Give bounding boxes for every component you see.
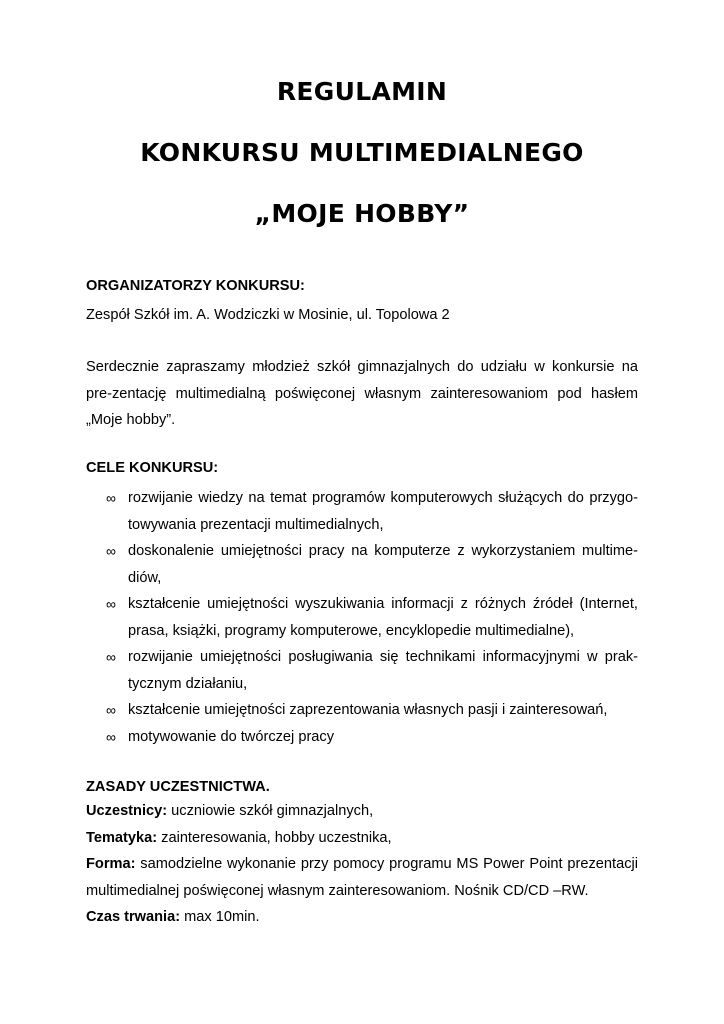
goal-item — [86, 697, 638, 724]
goal-item-text: rozwijanie umiejętności posługiwania się technikami informacyjnymi w prak-tycznym działaniu, — [128, 649, 638, 692]
goal-item — [86, 485, 638, 538]
infinity-bullet-icon: ∞ — [106, 596, 116, 612]
organizers-heading: ORGANIZATORZY KONKURSU: — [86, 278, 305, 294]
goal-item-text: motywowanie do twórczej pracy — [128, 728, 335, 745]
goal-item — [86, 591, 638, 644]
infinity-bullet-icon: ∞ — [106, 649, 116, 665]
participants-text: uczniowie szkół gimnazjalnych, — [167, 803, 374, 819]
goal-item-text: doskonalenie umiejętności pracy na komputerze z wykorzystaniem multime-diów, — [128, 543, 638, 586]
rules-heading: ZASADY UCZESTNICTWA. — [86, 779, 270, 795]
rule-duration — [86, 904, 638, 931]
organizers-text: Zespół Szkół im. A. Wodziczki w Mosinie, ul. Topolowa 2 — [86, 307, 450, 323]
infinity-bullet-icon: ∞ — [106, 543, 116, 559]
topic-text: zainteresowania, hobby uczestnika, — [157, 830, 392, 846]
goal-item — [86, 644, 638, 697]
rule-topic — [86, 825, 638, 852]
goal-item-text: rozwijanie wiedzy na temat programów komputerowych służących do przygo-towywania prezentacji multimedialnych, — [128, 490, 638, 533]
form-text: samodzielne wykonanie przy pomocy programu MS Power Point prezentacji multimedialnej poświęconej własnym zainteresowaniom. Nośnik CD/CD –RW. — [86, 856, 638, 899]
participants-label: Uczestnicy: — [86, 803, 168, 819]
goals-heading: CELE KONKURSU: — [86, 460, 219, 476]
infinity-bullet-icon: ∞ — [106, 490, 116, 506]
title-regulamin: REGULAMIN — [276, 77, 448, 106]
goal-item-text: kształcenie umiejętności wyszukiwania informacji z różnych źródeł (Internet, prasa, książki, programy komputerowe, encyklopedie multimedialne), — [128, 596, 638, 639]
duration-text: max 10min. — [180, 909, 260, 925]
goal-item — [86, 724, 638, 751]
infinity-bullet-icon: ∞ — [106, 728, 116, 745]
invitation-paragraph: Serdecznie zapraszamy młodzież szkół gimnazjalnych do udziału w konkursie na pre-zentację multimedialną poświęconej własnym zainteresowaniom pod hasłem „Moje hobby”. — [86, 359, 638, 428]
title-moje-hobby: „MOJE HOBBY” — [254, 199, 470, 228]
goals-list — [86, 485, 638, 750]
form-label: Forma: — [86, 856, 136, 872]
title-konkurs: KONKURSU MULTIMEDIALNEGO — [140, 138, 584, 167]
infinity-bullet-icon: ∞ — [106, 702, 116, 718]
goal-item — [86, 538, 638, 591]
goal-item-text: kształcenie umiejętności zaprezentowania własnych pasji i zainteresowań, — [128, 702, 608, 718]
rule-participants — [86, 798, 638, 825]
duration-label: Czas trwania: — [86, 909, 181, 925]
topic-label: Tematyka: — [86, 830, 158, 846]
rule-form — [86, 851, 638, 904]
